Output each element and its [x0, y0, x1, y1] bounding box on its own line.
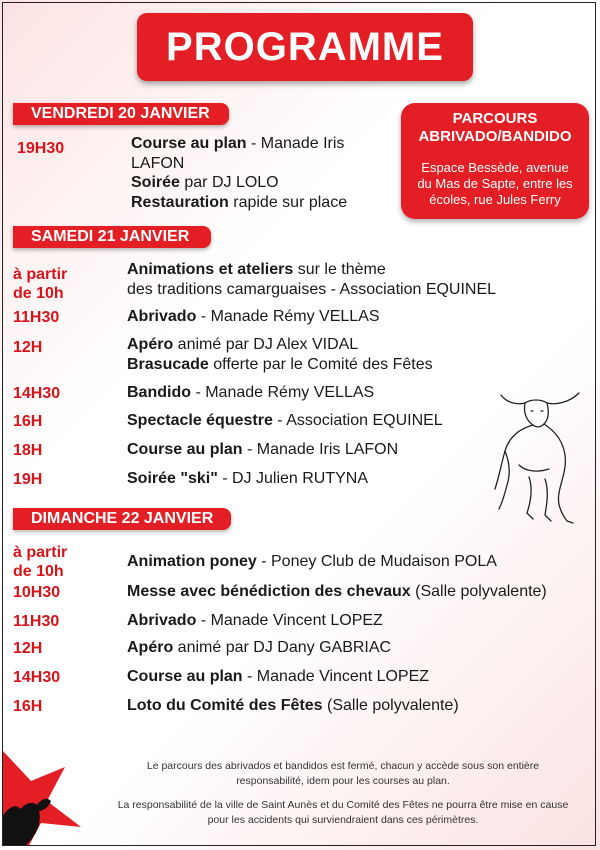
event-time-line: de 10h [13, 285, 64, 302]
parcours-address-line: du Mas de Sapte, entre les [417, 176, 573, 191]
day-banner-friday: VENDREDI 20 JANVIER [13, 103, 229, 125]
day-banner-sunday: DIMANCHE 22 JANVIER [13, 508, 231, 530]
day-banner-saturday: SAMEDI 21 JANVIER [13, 226, 211, 248]
event-time: 12H [13, 339, 43, 356]
event-description [127, 411, 443, 431]
event-detail: - Manade Rémy VELLAS [191, 384, 375, 401]
event-time: 14H30 [13, 385, 61, 402]
event-description [127, 469, 368, 489]
event-description [131, 173, 279, 193]
event-detail: animé par DJ Dany GABRIAC [173, 639, 392, 656]
event-time: 10H30 [13, 584, 61, 601]
parcours-address-line: Espace Bessède, avenue [421, 160, 569, 175]
event-title: Abrivado [127, 612, 197, 629]
event-description [127, 383, 374, 403]
event-title: Course au plan [131, 135, 247, 152]
event-detail: - Manade Iris [246, 135, 345, 152]
footer-notice-1 [93, 759, 593, 789]
event-title: Apéro [127, 336, 174, 353]
footer-line: responsabilité, idem pour les courses au plan. [236, 775, 450, 787]
bull-silhouette-icon [3, 743, 83, 846]
event-detail: rapide sur place [228, 194, 348, 211]
event-detail: - Manade Iris LAFON [242, 441, 399, 458]
event-title: Loto du Comité des Fêtes [127, 697, 323, 714]
event-title: Animation poney [127, 553, 257, 570]
event-description [127, 307, 380, 327]
event-detail: - DJ Julien RUTYNA [217, 470, 369, 487]
footer-line: Le parcours des abrivados et bandidos est fermé, chacun y accède sous son entière [146, 760, 540, 772]
event-time: 19H [13, 471, 43, 488]
event-time: 11H30 [13, 309, 60, 326]
event-detail: des traditions camarguaises - Association EQUINEL [127, 281, 497, 298]
event-title: Restauration [131, 194, 229, 211]
event-description [127, 696, 459, 716]
parcours-title-line: PARCOURS [452, 110, 538, 127]
event-detail: - Manade Vincent LOPEZ [196, 612, 383, 629]
event-time: 19H30 [17, 140, 65, 157]
parcours-address-line: écoles, rue Jules Ferry [429, 192, 561, 207]
event-title: Soirée [131, 174, 180, 191]
event-time-line: de 10h [13, 563, 64, 580]
parcours-box [401, 103, 589, 219]
parcours-title-line: ABRIVADO/BANDIDO [418, 128, 572, 145]
event-description [131, 134, 396, 174]
event-description [127, 667, 429, 687]
event-description [127, 260, 537, 300]
event-description [127, 335, 433, 375]
event-detail: par DJ LOLO [179, 174, 279, 191]
event-detail: - Manade Vincent LOPEZ [242, 668, 430, 685]
title-box [137, 13, 473, 81]
event-time: 16H [13, 698, 43, 715]
event-title: Soirée "ski" [127, 470, 218, 487]
bull-drawing-icon [489, 381, 589, 531]
event-time: 12H [13, 640, 43, 657]
event-detail: - Association EQUINEL [272, 412, 443, 429]
event-title: Course au plan [127, 441, 243, 458]
event-detail: offerte par le Comité des Fêtes [208, 356, 433, 373]
event-title: Brasucade [127, 356, 209, 373]
event-title: Messe avec bénédiction des chevaux [127, 583, 411, 600]
event-detail: LAFON [131, 155, 185, 172]
event-detail: (Salle polyvalente) [410, 583, 547, 600]
event-time: 16H [13, 413, 43, 430]
event-time: 18H [13, 442, 43, 459]
event-description [131, 193, 347, 213]
parcours-address [401, 160, 589, 208]
footer-line: pour les accidents qui surviendraient dans ces périmètres. [207, 814, 479, 826]
event-title: Course au plan [127, 668, 243, 685]
event-description [127, 552, 497, 572]
event-description [127, 611, 383, 631]
page-title: PROGRAMME [166, 24, 444, 69]
event-detail: sur le thème [293, 261, 386, 278]
poster [2, 2, 596, 846]
footer-line: La responsabilité de la ville de Saint Aunès et du Comité des Fêtes ne pourra être mise en cause [117, 799, 569, 811]
event-time [13, 265, 67, 303]
event-title: Apéro [127, 639, 174, 656]
event-time-line: à partir [13, 544, 68, 561]
event-time: 11H30 [13, 613, 60, 630]
footer-notice-2 [93, 798, 593, 828]
event-detail: - Manade Rémy VELLAS [196, 308, 380, 325]
event-description [127, 582, 547, 602]
event-title: Bandido [127, 384, 191, 401]
parcours-title [401, 110, 589, 146]
event-title: Abrivado [127, 308, 197, 325]
event-time-line: à partir [13, 266, 68, 283]
event-detail: (Salle polyvalente) [322, 697, 459, 714]
event-description [127, 440, 398, 460]
event-detail: animé par DJ Alex VIDAL [173, 336, 359, 353]
event-time [13, 543, 67, 581]
event-title: Animations et ateliers [127, 261, 294, 278]
event-detail: - Poney Club de Mudaison POLA [256, 553, 497, 570]
event-description [127, 638, 391, 658]
event-title: Spectacle équestre [127, 412, 273, 429]
event-time: 14H30 [13, 669, 61, 686]
